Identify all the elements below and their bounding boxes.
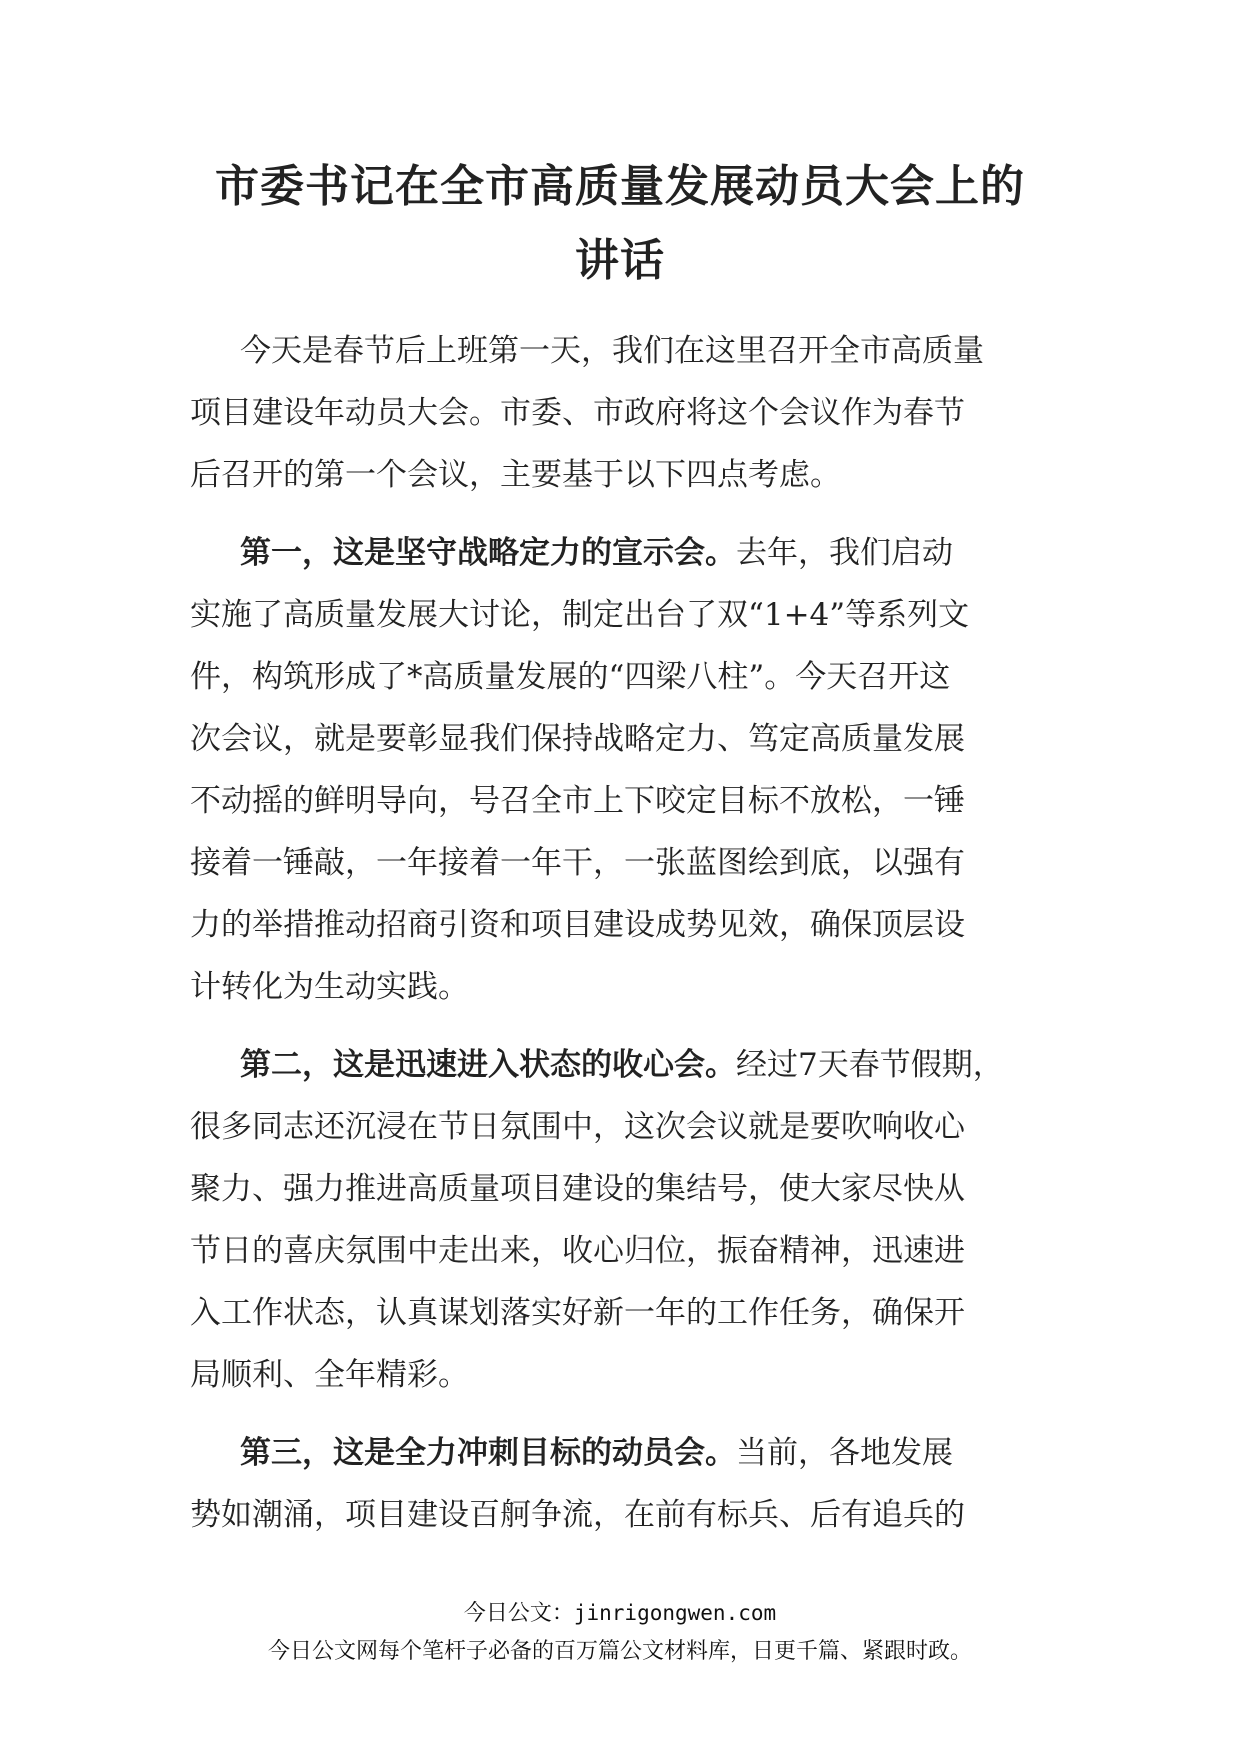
section-1-line: 不动摇的鲜明导向，号召全市上下咬定目标不放松，一锤 (190, 783, 965, 819)
section-2-line: 局顺利、全年精彩。 (190, 1357, 469, 1393)
title-line-1: 市委书记在全市高质量发展动员大会上的 (215, 161, 1025, 212)
footer-site-link[interactable]: jinrigongwen.com (573, 1601, 777, 1625)
section-1-line: 接着一锤敲，一年接着一年干，一张蓝图绘到底，以强有 (190, 845, 965, 881)
section-3-first-rest: 当前，各地发展 (736, 1435, 953, 1471)
footer-slogan: 今日公文网每个笔杆子必备的百万篇公文材料库，日更千篇、紧跟时政。 (267, 1639, 972, 1664)
intro-line: 后召开的第一个会议，主要基于以下四点考虑。 (190, 457, 841, 493)
section-3-first-line (190, 1422, 1070, 1484)
section-2-lead: 第二，这是迅速进入状态的收心会。 (240, 1047, 736, 1083)
section-1-line: 实施了高质量发展大讨论，制定出台了双“1+4”等系列文 (190, 597, 970, 633)
section-1-line: 次会议，就是要彰显我们保持战略定力、笃定高质量发展 (190, 721, 965, 757)
section-2-line: 节日的喜庆氛围中走出来，收心归位，振奋精神，迅速进 (190, 1233, 965, 1269)
intro-line: 今天是春节后上班第一天，我们在这里召开全市高质量 (240, 333, 984, 369)
section-1-first-rest: 去年，我们启动 (736, 535, 953, 571)
document-title (150, 150, 1090, 298)
section-1-line: 计转化为生动实践。 (190, 969, 469, 1005)
title-line-2: 讲话 (575, 235, 665, 286)
section-2-line: 很多同志还沉浸在节日氛围中，这次会议就是要吹响收心 (190, 1109, 965, 1145)
section-2-line: 聚力、强力推进高质量项目建设的集结号，使大家尽快从 (190, 1171, 965, 1207)
section-3-lead: 第三，这是全力冲刺目标的动员会。 (240, 1435, 736, 1471)
section-1-first-line (190, 522, 1070, 584)
footer (0, 1594, 1240, 1671)
footer-site-row (0, 1594, 1240, 1633)
section-2-first-rest: 经过7天春节假期， (736, 1047, 1004, 1083)
document-body (190, 320, 1070, 1546)
section-2-line: 入工作状态，认真谋划落实好新一年的工作任务，确保开 (190, 1295, 965, 1331)
footer-site-label: 今日公文： (463, 1601, 574, 1626)
intro-line: 项目建设年动员大会。市委、市政府将这个会议作为春节 (190, 395, 965, 431)
section-3-line: 势如潮涌，项目建设百舸争流，在前有标兵、后有追兵的 (190, 1497, 965, 1533)
section-2-first-line (190, 1034, 1070, 1096)
section-1-lead: 第一，这是坚守战略定力的宣示会。 (240, 535, 736, 571)
section-1-line: 力的举措推动招商引资和项目建设成势见效，确保顶层设 (190, 907, 965, 943)
section-1-line: 件，构筑形成了*高质量发展的“四梁八柱”。今天召开这 (190, 659, 951, 695)
